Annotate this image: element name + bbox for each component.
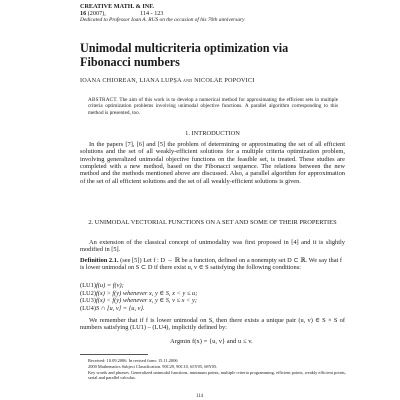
section-2-paragraph: An extension of the classical concept of unimodality was first proposed in [4] and it is slightly modified in [5].	[80, 239, 345, 254]
condition-lu1: (LU1)f(u) = f(v);	[80, 282, 124, 289]
page-number: 114	[196, 394, 204, 399]
abstract	[88, 97, 338, 116]
remark-paragraph: We remember that if f is lower unimodal on S, then there exists a unique pair (u, v) ∈ S × S of numbers satisfying (LU1) – (LU4), implicitly defined by:	[80, 317, 345, 332]
paper-authors: IOANA CHIOREAN, LIANA LUPȘA and NICOLAE POPOVICI	[80, 77, 255, 84]
journal-name: CREATIVE MATH. & INF.	[80, 3, 154, 10]
abstract-label: ABSTRACT.	[88, 97, 118, 103]
argmin-equation: Argmin f(x) = {u, v} and u ≤ v.	[170, 338, 253, 345]
definition-2-1	[80, 257, 345, 272]
section-1-heading: 1. INTRODUCTION	[185, 130, 240, 137]
paper-title: Unimodal multicriteria optimization via Fibonacci numbers	[80, 41, 289, 69]
condition-lu3: (LU3)f(x) < f(y) whenever x, y ∈ S, v ≤ x < y;	[80, 297, 197, 304]
footnote-rule	[80, 354, 148, 355]
section-1-paragraph: In the papers [7], [6] and [5] the problem of determining or approximating the set of all efficient solutions and the set of all weakly-efficient solutions for a multiple criteria optimization problem, involving generalized unimodal objective functions on the feasible set, is treated. These studies are completed with a new method, based on the Fibonacci sequence. The relations between the new method and the methods mentioned above are discussed. Also, a parallel algorithm for approximation of the set of all efficient solutions and the set of all weakly-efficient solutions is given.	[80, 141, 345, 185]
footnote-keywords: Key words and phrases. Generalized unimodal functions, minimum points, multiple criteria programming, efficient points, weakly efficient points, serial and parallel calculus.	[88, 370, 346, 381]
journal-volume: 16	[80, 10, 87, 17]
condition-lu4: (LU4)S ∩ [u, v] = {u, v}.	[80, 304, 145, 312]
journal-volume-line	[80, 10, 164, 17]
section-2-heading: 2. UNIMODAL VECTORIAL FUNCTIONS ON A SET AND SOME OF THEIR PROPERTIES	[88, 219, 337, 226]
definition-text: (see [5]) Let f : D → ℝ be a function, defined on a nonempty set D ⊂ ℝ. We say that f is lower unimodal on S ⊂ D if there exist u, v ∈ S satisfying the following conditions:	[80, 257, 343, 272]
journal-pages: 114 - 123	[140, 10, 164, 17]
footnote-msc: 2000 Mathematics Subject Classification. 90C29, 90C10, 65Y05, 68Y05.	[88, 364, 218, 369]
journal-year: (2007),	[87, 10, 106, 17]
definition-label: Definition 2.1.	[80, 257, 119, 264]
footnote-received: Received: 10.09.2006. In revised form: 15.11.2006	[88, 358, 178, 363]
condition-lu2: (LU2)f(x) > f(y) whenever x, y ∈ S, x < y ≤ u;	[80, 289, 198, 297]
dedication: Dedicated to Professor Ioan A. RUS on the occasion of his 70th anniversary	[80, 17, 245, 23]
abstract-text: The aim of this work is to develop a numerical method for approximating the efficient sets in multiple criteria optimization problems involving unimodal objective functions. A parallel algorithm corresponding to this method is presented, too.	[88, 97, 338, 116]
